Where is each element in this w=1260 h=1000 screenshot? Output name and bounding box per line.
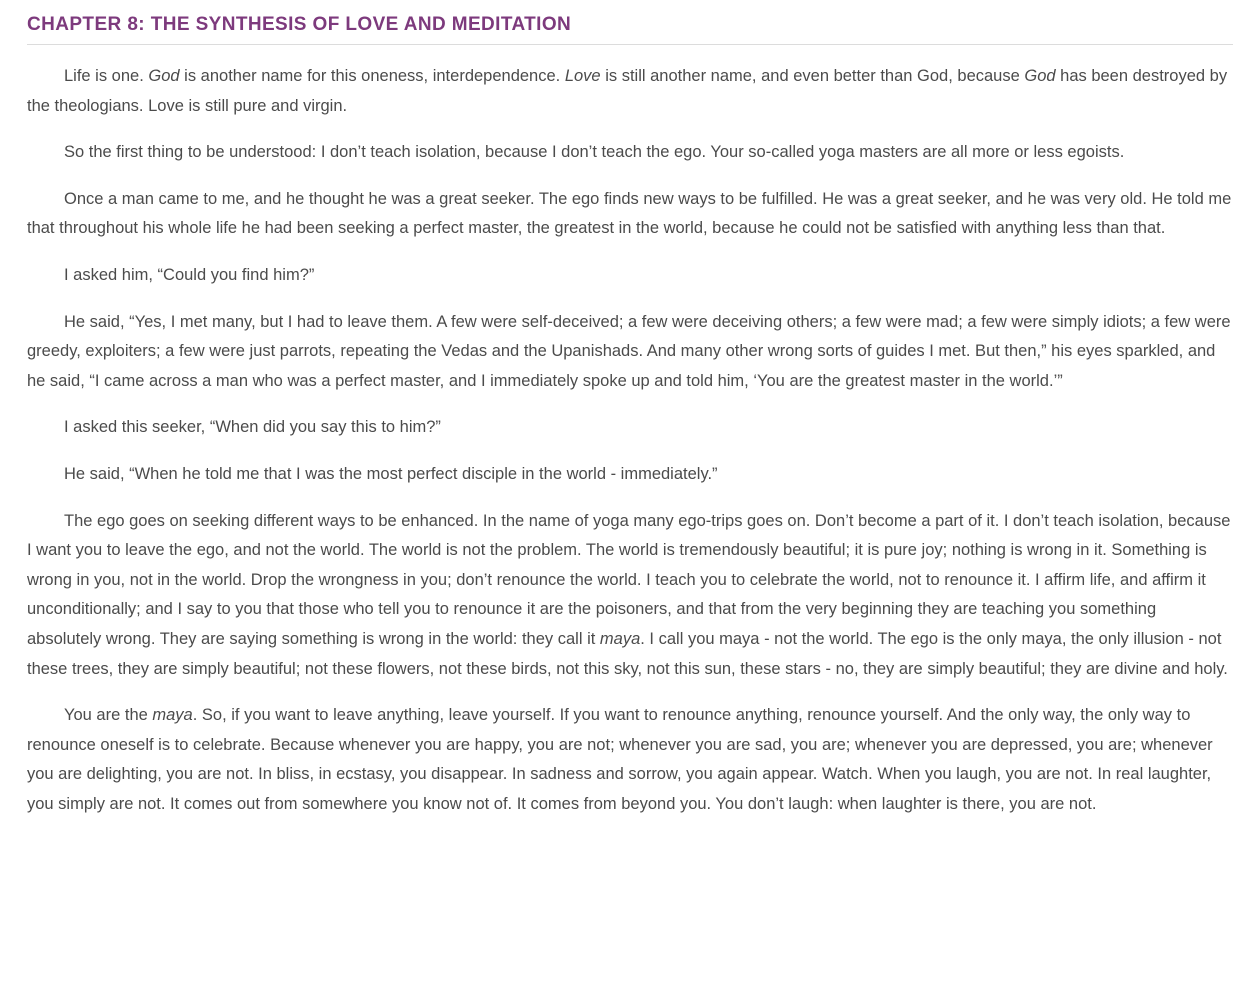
text-run: He said, “Yes, I met many, but I had to leave them. A few were self-deceived; a few were deceiving others; a few were mad; a few were simply idiots; a few were greedy, exploiters; a few were just parrots, repeating the Vedas and the Upanishads. And many other wrong sorts of guides I met. But then,” his eyes sparkled, and he said, “I came across a man who was a perfect master, and I immediately spoke up and told him, ‘You are the greatest master in the world.’”	[27, 312, 1231, 390]
italic-text-run: Love	[564, 67, 601, 85]
text-run: Life is one.	[64, 67, 149, 85]
paragraph	[27, 413, 1233, 443]
italic-text-run: God	[1024, 67, 1056, 85]
paragraph	[27, 308, 1233, 397]
text-run: So the first thing to be understood: I don’t teach isolation, because I don’t teach the ego. Your so-called yoga masters are all more or less egoists.	[64, 143, 1125, 162]
paragraph	[27, 138, 1233, 168]
chapter-title: CHAPTER 8: THE SYNTHESIS OF LOVE AND MEDITATION	[27, 14, 572, 35]
italic-text-run: God	[148, 67, 180, 85]
paragraph	[27, 507, 1233, 685]
chapter-body	[27, 62, 1233, 819]
paragraph	[27, 701, 1233, 819]
text-run: I asked this seeker, “When did you say this to him?”	[64, 418, 441, 437]
text-run: . I call you maya - not the world. The ego is the only maya, the only illusion - not these trees, they are simply beautiful; not these flowers, not these birds, not this sky, not this sun, these stars - no, they are simply beautiful; they are divine and holy.	[27, 629, 1228, 678]
paragraph	[27, 185, 1233, 244]
italic-text-run: maya	[599, 629, 641, 648]
text-run: You are the	[64, 706, 153, 725]
text-run: The ego goes on seeking different ways to be enhanced. In the name of yoga many ego-trips goes on. Don’t become a part of it. I don’t teach isolation, because I want you to leave the ego, and not the world. The world is not the problem. The world is tremendously beautiful; it is pure joy; nothing is wrong in it. Something is wrong in you, not in the world. Drop the wrongness in you; don’t renounce the world. I teach you to celebrate the world, not to renounce it. I affirm life, and affirm it unconditionally; and I say to you that those who tell you to renounce it are the poisoners, and that from the very beginning they are teaching you something absolutely wrong. They are saying something is wrong in the world: they call it	[27, 511, 1231, 648]
text-run: He said, “When he told me that I was the most perfect disciple in the world - immediately.”	[64, 464, 718, 483]
title-divider	[27, 44, 1233, 45]
text-run: is still another name, and even better than God, because	[600, 67, 1025, 85]
paragraph	[27, 261, 1233, 291]
text-run: . So, if you want to leave anything, leave yourself. If you want to renounce anything, renounce yourself. And the only way, the only way to renounce oneself is to celebrate. Because whenever you are happy, you are not; whenever you are sad, you are; whenever you are depressed, you are; whenever you are delighting, you are not. In bliss, in ecstasy, you disappear. In sadness and sorrow, you again appear. Watch. When you laugh, you are not. In real laughter, you simply are not. It comes out from somewhere you know not of. It comes from beyond you. You don’t laugh: when laughter is there, you are not.	[27, 706, 1213, 813]
text-run: I asked him, “Could you find him?”	[64, 265, 315, 284]
paragraph	[27, 460, 1233, 490]
text-run: has been destroyed by the theologians. Love is still pure and virgin.	[27, 67, 1228, 115]
italic-text-run: maya	[152, 706, 193, 725]
text-run: is another name for this oneness, interdependence.	[179, 67, 565, 85]
text-run: Once a man came to me, and he thought he was a great seeker. The ego finds new ways to be fulfilled. He was a great seeker, and he was very old. He told me that throughout his whole life he had been seeking a perfect master, the greatest in the world, because he could not be satisfied with anything less than that.	[27, 189, 1232, 238]
paragraph	[27, 62, 1233, 121]
